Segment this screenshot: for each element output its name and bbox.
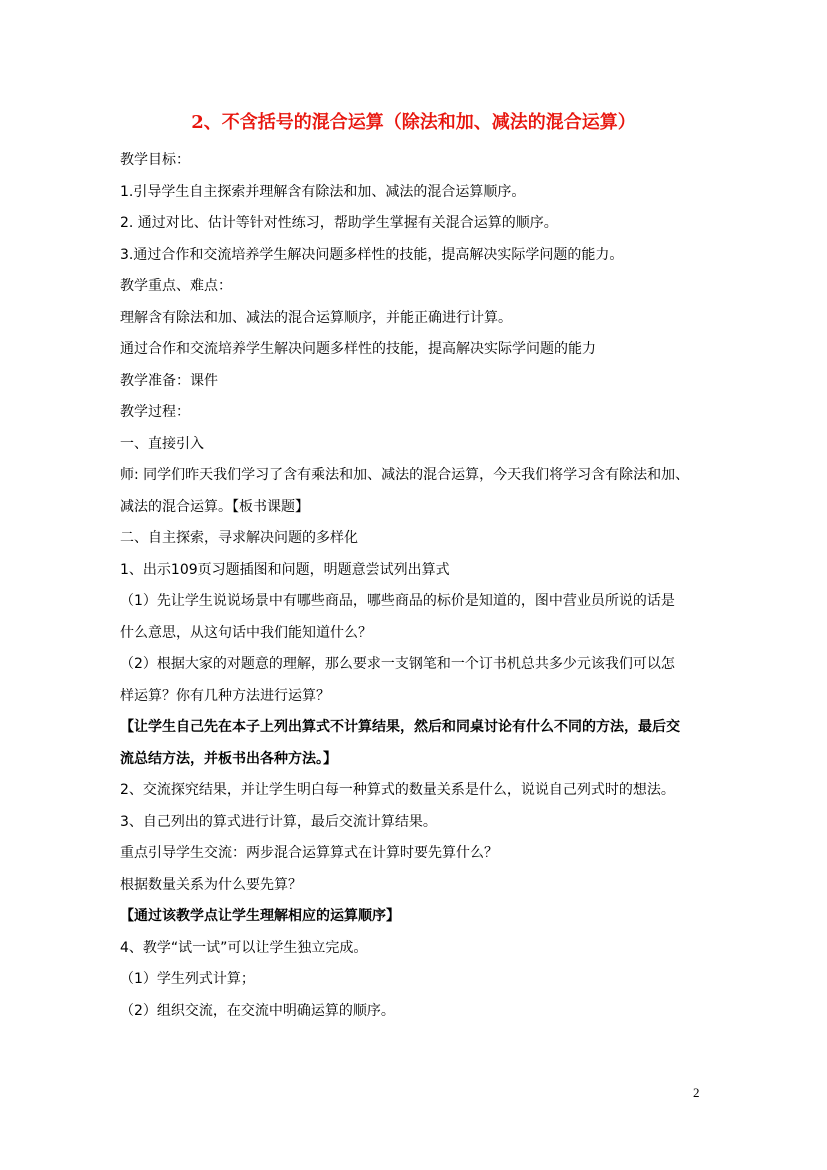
- text-line: 3、自己列出的算式进行计算，最后交流计算结果。: [120, 813, 437, 830]
- text-line: （2）组织交流，在交流中明确运算的顺序。: [120, 1002, 395, 1019]
- text-line: 一、直接引入: [120, 435, 204, 452]
- text-line: 1.引导学生自主探索并理解含有除法和加、减法的混合运算顺序。: [120, 183, 526, 200]
- text-line: 教学过程：: [120, 404, 190, 420]
- text-line: 什么意思，从这句话中我们能知道什么？: [120, 624, 372, 641]
- text-line: （1）学生列式计算；: [120, 971, 255, 987]
- text-line: 4、教学“试一试”可以让学生独立完成。: [120, 939, 368, 956]
- text-line: 教学准备：课件: [120, 372, 218, 389]
- text-line: 减法的混合运算。【板书课题】: [120, 498, 309, 515]
- text-line: 教学重点、难点：: [120, 278, 232, 294]
- document-title: 2、不含括号的混合运算（除法和加、减法的混合运算）: [191, 112, 636, 133]
- text-line: 理解含有除法和加、减法的混合运算顺序，并能正确进行计算。: [120, 309, 512, 326]
- text-line: 【通过该教学点让学生理解相应的运算顺序】: [120, 908, 400, 924]
- text-line: 【让学生自己先在本子上列出算式不计算结果，然后和同桌讨论有什么不同的方法，最后交: [120, 719, 680, 735]
- text-line: 教学目标：: [120, 152, 190, 168]
- text-line: （2）根据大家的对题意的理解，那么要求一支钢笔和一个订书机总共多少元该我们可以怎: [120, 656, 675, 672]
- document-body: [120, 150, 710, 1032]
- text-line: 重点引导学生交流：两步混合运算算式在计算时要先算什么？: [120, 845, 498, 861]
- text-line: 二、自主探索，寻求解决问题的多样化: [120, 530, 358, 546]
- text-line: 流总结方法，并板书出各种方法。】: [120, 750, 337, 767]
- text-line: （1）先让学生说说场景中有哪些商品，哪些商品的标价是知道的，图中营业员所说的话是: [120, 593, 675, 609]
- text-line: 1、出示109页习题插图和问题，明题意尝试列出算式: [120, 561, 450, 578]
- page-number: 2: [693, 1085, 700, 1100]
- text-line: 样运算？你有几种方法进行运算？: [120, 687, 330, 704]
- text-line: 师: 同学们昨天我们学习了含有乘法和加、减法的混合运算，今天我们将学习含有除法和加、: [120, 467, 690, 483]
- text-line: 通过合作和交流培养学生解决问题多样性的技能，提高解决实际学问题的能力: [120, 341, 596, 357]
- text-line: 根据数量关系为什么要先算？: [120, 876, 302, 893]
- text-line: 2. 通过对比、估计等针对性练习，帮助学生掌握有关混合运算的顺序。: [120, 215, 558, 231]
- text-line: 2、交流探究结果，并让学生明白每一种算式的数量关系是什么，说说自己列式时的想法。: [120, 782, 675, 798]
- text-line: 3.通过合作和交流培养学生解决问题多样性的技能，提高解决实际学问题的能力。: [120, 246, 624, 263]
